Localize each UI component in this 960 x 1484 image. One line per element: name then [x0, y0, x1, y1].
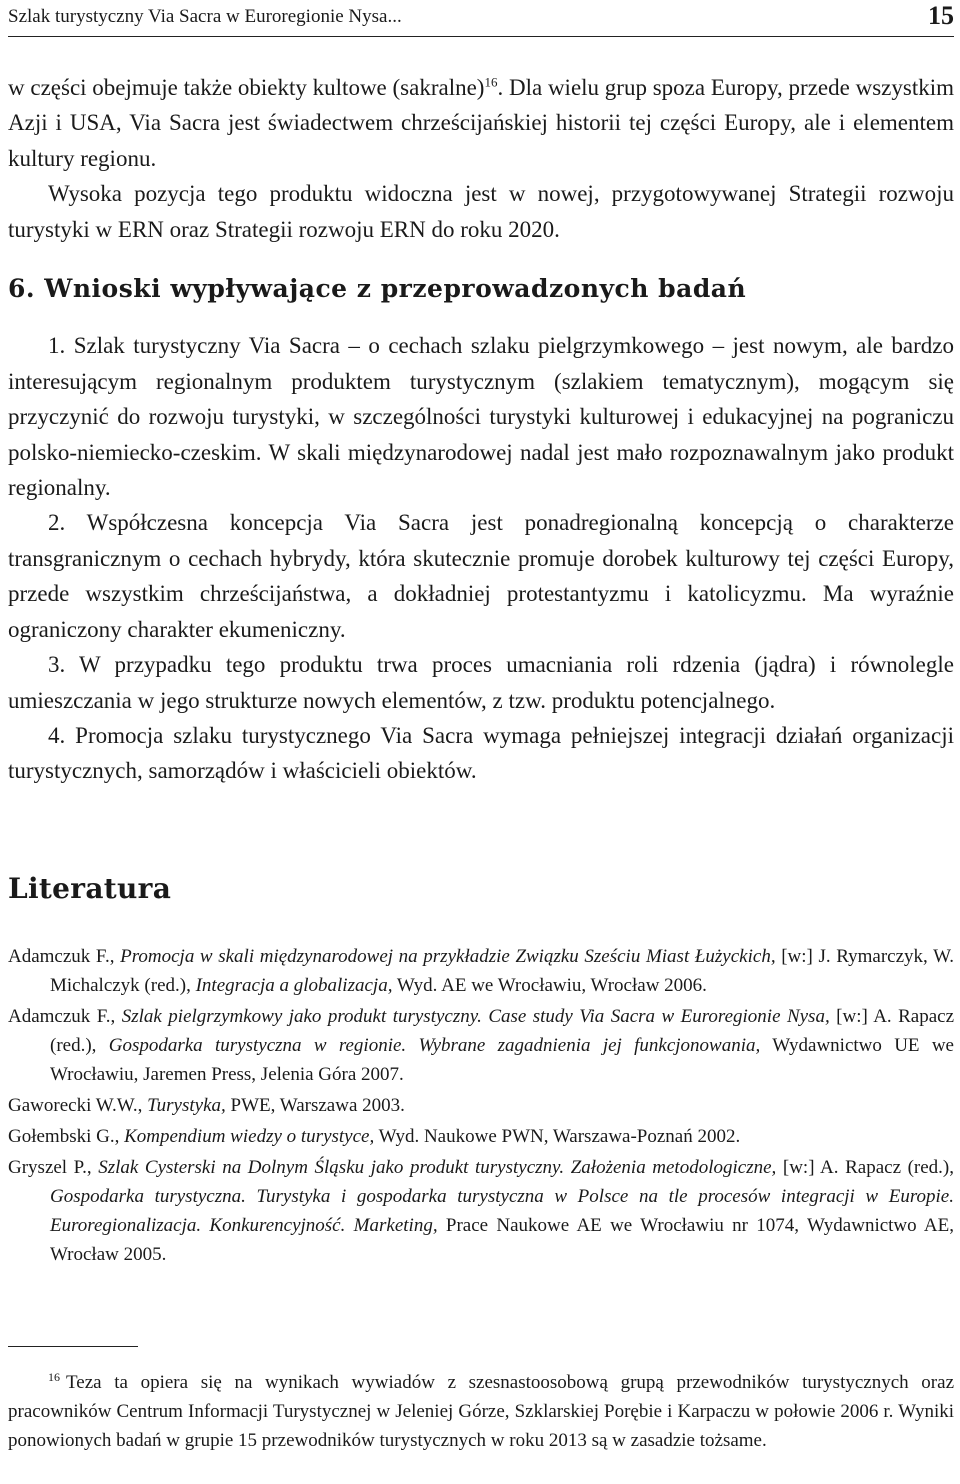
literature-heading: Literatura — [8, 872, 172, 905]
intro-text-a: w części obejmuje także obiekty kultowe (sakralne) — [8, 75, 485, 100]
reference-item — [8, 1002, 954, 1089]
ref-publisher: Wyd. Naukowe PWN, Warszawa-Poznań 2002. — [378, 1126, 741, 1147]
conclusion-point-4: 4. Promocja szlaku turystycznego Via Sacra wymaga pełniejszej integracji działań organizacji turystycznych, samorządów i właścicieli obiektów. — [8, 722, 954, 784]
footnote-paragraph — [8, 1368, 954, 1455]
footnote-divider — [8, 1346, 138, 1347]
footnote — [8, 1368, 954, 1455]
ref-author: Gryszel P., — [8, 1157, 92, 1178]
reference-list — [8, 942, 954, 1271]
ref-editor: [w:] J. Rymarczyk, W. Michalczyk (red.), — [50, 946, 955, 996]
ref-title: Promocja w skali międzynarodowej na przykładzie Związku Sześciu Miast Łużyckich, — [120, 946, 776, 967]
conclusion-point-3: 3. W przypadku tego produktu trwa proces umacniania roli rdzenia (jądra) i równolegle umieszczania w jego strukturze nowych elementów, z tzw. produktu potencjalnego. — [8, 652, 954, 713]
intro-text-b: . Dla wielu grup spoza Europy, przede wszystkim Azji i USA, Via Sacra jest świadectwem chrześcijańskiej historii tej części Europy, ale i elementem kultury regionu. — [8, 75, 954, 171]
page-number: 15 — [928, 1, 954, 30]
conclusion-point-1: 1. Szlak turystyczny Via Sacra – o cechach szlaku pielgrzymkowego – jest nowym, ale bardzo interesującym regionalnym produktem turystycznym (szlakiem tematycznym), mogącym się przyczynić do rozwoju turystyki, w szczególności turystyki kulturowej i edukacyjnej na pograniczu polsko-niemiecko-czeskim. W skali międzynarodowej nadal jest mało rozpoznawalnym jako produkt regionalny. — [8, 333, 954, 501]
ref-author: Gaworecki W.W., — [8, 1095, 143, 1116]
intro-paragraph-1 — [8, 70, 954, 176]
ref-author: Adamczuk F., — [8, 946, 115, 967]
conclusion-point-2: 2. Współczesna koncepcja Via Sacra jest ponadregionalną koncepcją o charakterze transgranicznym o cechach hybrydy, która skutecznie promuje dorobek kulturowy tej części Europy, przede wszystkim chrześcijaństwa, a dokładniej protestantyzmu i katolicyzmu. Ma wyraźnie ograniczony charakter ekumeniczny. — [8, 510, 954, 642]
ref-book-title: Gospodarka turystyczna w regionie. Wybrane zagadnienia jej funkcjonowania, — [108, 1035, 761, 1056]
ref-author: Adamczuk F., — [8, 1006, 116, 1027]
running-header — [8, 2, 954, 37]
footnote-text: Teza ta opiera się na wynikach wywiadów z szesnastoosobową grupą przewodników turystycznych oraz pracowników Centrum Informacji Turystycznej w Jeleniej Górze, Szklarskiej Porębie i Karpaczu w połowie 2006 r. Wyniki ponowionych badań w grupie 15 przewodników turystycznych w roku 2013 są w zasadzie tożsame. — [8, 1372, 954, 1451]
ref-publisher: Wyd. AE we Wrocławiu, Wrocław 2006. — [396, 975, 707, 996]
ref-author: Gołembski G., — [8, 1126, 120, 1147]
ref-book-title: Gospodarka turystyczna. Turystyka i gospodarka turystyczna w Polsce na tle procesów integracji w Europie. Euroregionalizacja. Konkurencyjność. Marketing, — [50, 1186, 954, 1236]
footnote-ref[interactable]: 16 — [484, 74, 498, 90]
ref-title: Turystyka, — [147, 1095, 226, 1116]
reference-item — [8, 942, 954, 1000]
ref-book-title: Integracja a globalizacja, — [195, 975, 393, 996]
ref-publisher: PWE, Warszawa 2003. — [230, 1095, 405, 1116]
intro-paragraph-2: Wysoka pozycja tego produktu widoczna jest w nowej, przygotowywanej Strategii rozwoju turystyki w ERN oraz Strategii rozwoju ERN do roku 2020. — [8, 181, 954, 242]
ref-editor: [w:] A. Rapacz (red.), — [50, 1006, 955, 1056]
ref-title: Szlak pielgrzymkowy jako produkt turystyczny. Case study Via Sacra w Euroregionie Nysa, — [121, 1006, 830, 1027]
reference-item — [8, 1122, 954, 1151]
reference-item — [8, 1091, 954, 1120]
ref-publisher: Prace Naukowe AE we Wrocławiu nr 1074, Wydawnictwo AE, Wrocław 2005. — [50, 1215, 954, 1265]
reference-item — [8, 1153, 954, 1269]
ref-publisher: Wydawnictwo UE we Wrocławiu, Jaremen Press, Jelenia Góra 2007. — [50, 1035, 954, 1085]
section-heading: 6. Wnioski wypływające z przeprowadzonych badań — [8, 274, 747, 304]
body-text — [8, 70, 954, 789]
running-header-title: Szlak turystyczny Via Sacra w Euroregionie Nysa... — [8, 6, 402, 27]
ref-title: Kompendium wiedzy o turystyce, — [124, 1126, 375, 1147]
ref-title: Szlak Cysterski na Dolnym Śląsku jako produkt turystyczny. Założenia metodologiczne, — [98, 1157, 777, 1178]
ref-editor: [w:] A. Rapacz (red.), — [782, 1157, 955, 1178]
footnote-mark: 16 — [48, 1369, 60, 1384]
